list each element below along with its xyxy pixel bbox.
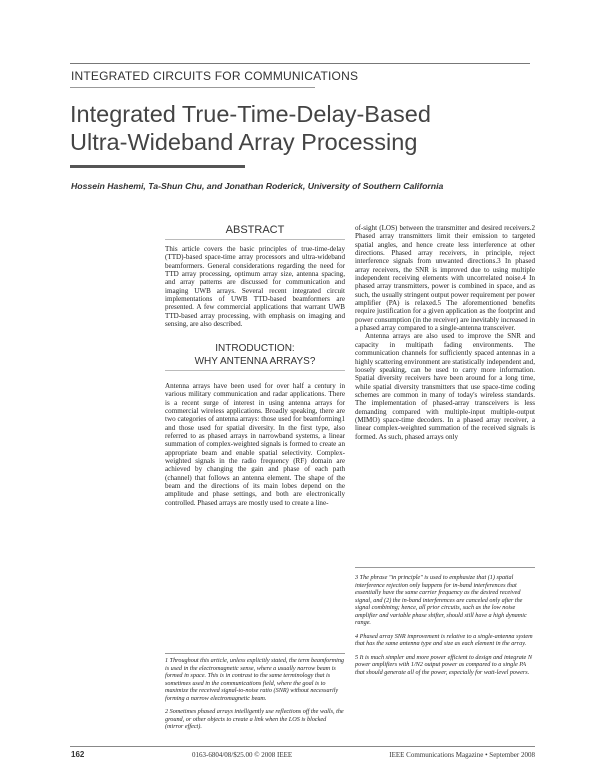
right-column-body	[355, 224, 535, 441]
section-label: INTEGRATED CIRCUITS FOR COMMUNICATIONS	[71, 69, 359, 83]
footnotes-left	[165, 657, 345, 737]
title-line-1: Integrated True-Time-Delay-Based	[70, 101, 431, 127]
abstract-rule	[165, 239, 345, 240]
introduction-paragraph: Antenna arrays have been used for over half a century in various military communication and radar applications. There is a recent surge of interest in using antenna arrays for commercial wireless applications. Broadly speaking, there are two categories of antenna arrays: those used for beamforming1 and those used for spatial diversity. In the first type, also referred to as phased arrays in narrowband systems, a linear summation of complex-weighted signals is formed to create an appropriate beam and enable spatial selectivity. Complex-weighted signals in the radio frequency (RF) domain are achieved by changing the gain and phase of each path (channel) that follows an antenna element. The shape of the beam and the directions of its main lobes depend on the amplitude and phase settings, and both are electronically controlled. Phased arrays are mostly used to create a line-	[165, 382, 345, 507]
section-under-rule	[70, 87, 315, 88]
abstract-heading: ABSTRACT	[225, 224, 285, 236]
right-paragraph-1: of-sight (LOS) between the transmitter and desired receivers.2 Phased array transmitters limit their emission to targeted spatial angles, and hence create less interference at other directions. Phased array receivers, in principle, reject interference signals from unwanted directions.3 In phased array receivers, the SNR is improved due to using multiple independent receiving elements with uncorrelated noise.4 In phased array transmitters, power is combined in space, and as such, the usually stringent output power requirement per power amplifier (PA) is relaxed.5 The aforementioned benefits require justification for a given application as the footprint and power consumption (in the receiver) are inevitably increased in a phased array compared to a single-antenna transceiver.	[355, 224, 535, 333]
abstract-text: This article covers the basic principles of true-time-delay (TTD)-based space-time array processors and ultra-wideband beamformers. General considerations regarding the need for TTD array processing, optimum array size, antenna spacing, and array patterns are discussed for communication and imaging UWB arrays. Several recent integrated circuit implementations of UWB TTD-based beamformers are presented. A few commercial applications that warrant UWB TTD-based array processing, with emphasis on imaging and sensing, are also described.	[165, 245, 345, 329]
footnote-5: 5 It is much simpler and more power efficient to design and integrate N power amplifiers with 1/N2 output power as compared to a single PA that should generate all of the power, especially for watt-level powers.	[355, 653, 532, 677]
footer-rule	[70, 746, 535, 747]
footnotes-right	[355, 574, 535, 683]
right-paragraph-2: Antenna arrays are also used to improve the SNR and capacity in multipath fading environments. The communication channels for sufficiently spaced antennas in a highly scattering environment are statistically independent and, loosely speaking, can be used to carry more information. Spatial diversity receivers have been around for a long time, while spatial diversity transmitters that use space-time coding schemes are common in many of today's wireless standards. The implementation of phased-array transceivers is less demanding compared with multiple-input multiple-output (MIMO) space-time decoders. In a phased array receiver, a linear complex-weighted summation of the received signals is formed. As such, phased arrays only	[355, 332, 535, 441]
footer-issn: 0163-6804/08/$25.00 © 2008 IEEE	[192, 751, 293, 759]
left-column-body	[165, 382, 345, 507]
introduction-heading-line-1: INTRODUCTION:	[215, 343, 295, 354]
authors-line: Hossein Hashemi, Ta-Shun Chu, and Jonathan Roderick, University of Southern California	[71, 181, 444, 191]
introduction-heading	[165, 342, 345, 368]
title-rule	[70, 165, 245, 168]
article-title	[70, 100, 540, 156]
footnote-rule-right	[355, 567, 535, 568]
page-number: 162	[71, 750, 85, 759]
footnote-4: 4 Phased array SNR improvement is relative to a single-antenna system that has the same antenna type and size as each element in the array.	[355, 632, 533, 648]
footnote-3: 3 The phrase "in principle" is used to emphasize that (1) spatial interference rejection only happens for in-band interferences that essentially have the same carrier frequency as the desired received signal, and (2) the in-band interferences are canceled only after the signal combining; hence, all prior circuits, such as the low noise amplifier and variable phase shifter, should still have a high dynamic range.	[355, 574, 527, 627]
footnote-2: 2 Sometimes phased arrays intelligently use reflections off the walls, the ground, or other objects to create a link when the LOS is blocked (mirror effect).	[165, 708, 344, 731]
title-line-2: Ultra-Wideband Array Processing	[70, 129, 418, 155]
footnote-1: 1 Throughout this article, unless explicitly stated, the term beamforming is used in the electromagnetic sense, where a usually narrow beam is formed in space. This is in contrast to the same terminology that is sometimes used in the communications field, where the goal is to maximize the received signal-to-noise ratio (SNR) without necessarily forming a narrow electromagnetic beam.	[165, 657, 345, 702]
footnote-rule-left	[165, 653, 345, 654]
introduction-heading-line-2: WHY ANTENNA ARRAYS?	[194, 356, 316, 367]
footer-journal: IEEE Communications Magazine • September 2008	[389, 751, 535, 759]
section-top-rule	[70, 63, 530, 64]
introduction-rule	[165, 370, 345, 371]
